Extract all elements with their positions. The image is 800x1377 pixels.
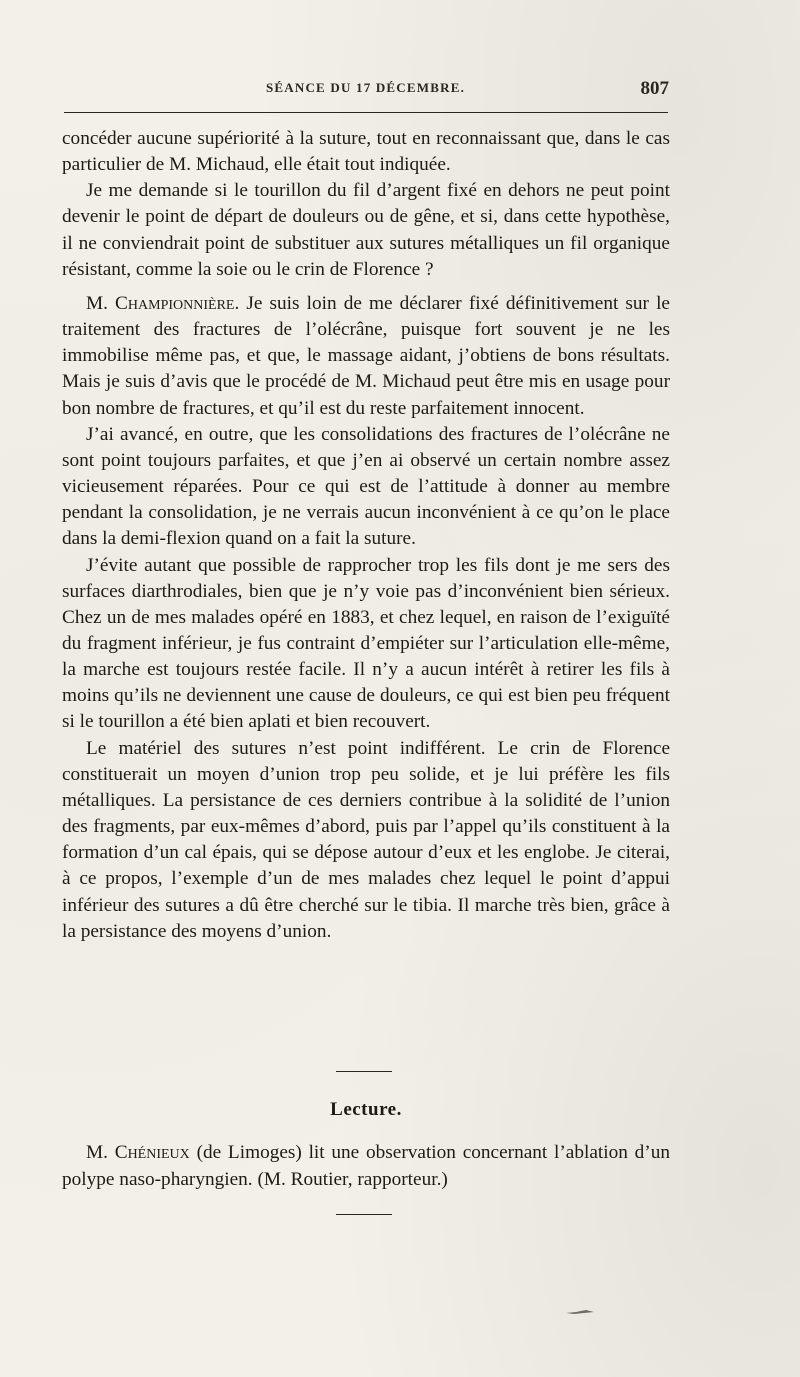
paragraph-4-text: J’ai avancé, en outre, que les consolidations des fractures de l’olécrâne ne sont point toujours parfaites, et que j’en ai observé un certain nombre assez vicieusement réparées. Pour ce qui est de l’attitude à donner au membre pendant la consolidation, je ne verrais aucun inconvénient à ce qu’on le place dans la demi-flexion quand on a fait la suture. xyxy=(62,423,670,550)
paragraph-3-text: Je suis loin de me déclarer fixé définitivement sur le traitement des fractures de l’olécrâne, puisque fort souvent je ne les immobilise même pas, et que, le massage aidant, j’obtiens de bons résultats. Mais je suis d’avis que le procédé de M. Michaud peut être mis en usage pour bon nombre de fractures, et qu’il est du reste parfaitement innocent. xyxy=(62,292,670,419)
body-text xyxy=(62,126,670,945)
paragraph-5 xyxy=(62,553,670,736)
paragraph-6-text: Le matériel des sutures n’est point indifférent. Le crin de Florence constituerait un moyen d’union trop peu solide, et je lui préfère les fils métalliques. La persistance de ces derniers contribue à la solidité de l’union des fragments, par eux-mêmes d’abord, puis par l’appel qu’ils constituent à la formation d’un cal épais, qui se dépose autour d’eux et les englobe. Je citerai, à ce propos, l’exemple d’un de mes malades chez lequel le point d’appui inférieur des sutures a dû être cherché sur le tibia. Il marche très bien, grâce à la persistance des moyens d’union. xyxy=(62,737,670,942)
header-rule xyxy=(64,112,668,113)
page-number: 807 xyxy=(640,78,669,99)
paragraph-1 xyxy=(62,126,670,178)
section-divider-top xyxy=(336,1071,392,1072)
speaker-name: M. Championnière. xyxy=(86,292,240,314)
paragraph-6 xyxy=(62,736,670,945)
ink-speck-decoration xyxy=(566,1309,594,1315)
paragraph-3 xyxy=(62,291,670,422)
lecture-paragraph xyxy=(62,1140,670,1193)
paragraph-4 xyxy=(62,422,670,553)
lecture-speaker: M. Chénieux xyxy=(86,1142,190,1163)
paragraph-1-text: concéder aucune supériorité à la suture, tout en reconnaissant que, dans le cas particulier de M. Michaud, elle était tout indiquée. xyxy=(62,128,670,176)
section-divider-bottom xyxy=(336,1214,392,1215)
running-head: SÉANCE DU 17 DÉCEMBRE. xyxy=(265,80,466,95)
paragraph-2 xyxy=(62,178,670,283)
paragraph-2-text: Je me demande si le tourillon du fil d’argent fixé en dehors ne peut point devenir le point de départ de douleurs ou de gêne, et si, dans cette hypothèse, il ne conviendrait point de substituer aux sutures métalliques un fil organique résistant, comme la soie ou le crin de Florence ? xyxy=(62,180,670,280)
paragraph-5-text: J’évite autant que possible de rapprocher trop les fils dont je me sers des surfaces diarthrodiales, bien que je n’y voie pas d’inconvénient bien sérieux. Chez un de mes malades opéré en 1883, et chez lequel, en raison de l’exiguïté du fragment inférieur, je fus contraint d’empiéter sur l’articulation elle-même, la marche est toujours restée facile. Il n’y a aucun intérêt à retirer les fils à moins qu’ils ne deviennent une cause de douleurs, ce qui est bien peu fréquent si le tourillon a été bien aplati et bien recouvert. xyxy=(62,554,670,733)
lecture-paragraph-text: (de Limoges) lit une observation concernant l’ablation d’un polype naso-pharyngien. (M. Routier, rapporteur.) xyxy=(62,1142,671,1190)
page-header xyxy=(62,78,669,102)
lecture-text xyxy=(62,1140,670,1193)
section-title: Lecture. xyxy=(330,1099,402,1120)
